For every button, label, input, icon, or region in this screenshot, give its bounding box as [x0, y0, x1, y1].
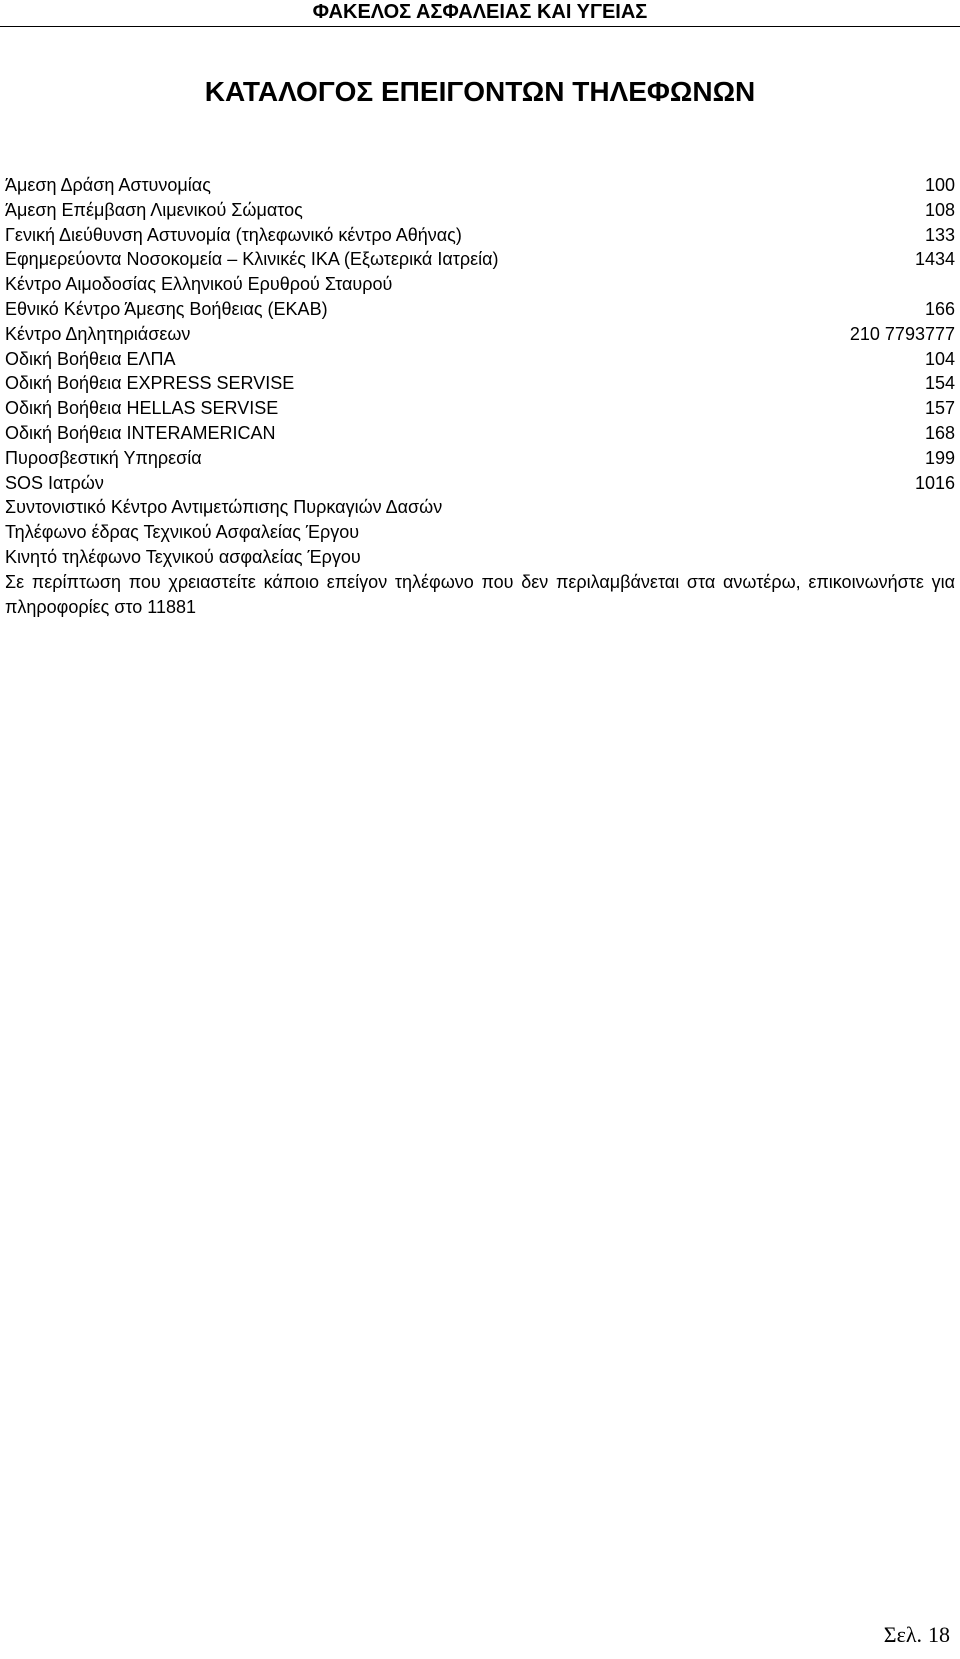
phone-entry: [5, 545, 955, 570]
page-number-label: Σελ.: [883, 1622, 922, 1647]
phone-entry-name: Τηλέφωνο έδρας Τεχνικού Ασφαλείας Έργου: [5, 522, 360, 543]
phone-entry-name: Κέντρο Αιμοδοσίας Ελληνικού Ερυθρού Σταυρού: [5, 274, 393, 295]
phone-entry-number: 133: [924, 224, 955, 245]
phone-entry: [5, 396, 955, 421]
phone-entry-number: 157: [924, 398, 955, 419]
phone-entry: [5, 173, 955, 198]
phone-entry-name: Οδική Βοήθεια ΕΛΠΑ: [5, 348, 176, 369]
phone-entry-name: Πυροσβεστική Υπηρεσία: [5, 447, 202, 468]
phone-entry-name: Εφημερεύοντα Νοσοκομεία – Κλινικές ΙΚΑ (Εξωτερικά Ιατρεία): [5, 249, 499, 270]
phone-entry-name: Οδική Βοήθεια EXPRESS SERVISE: [5, 373, 295, 394]
document-title: ΚΑΤΑΛΟΓΟΣ ΕΠΕΙΓΟΝΤΩΝ ΤΗΛΕΦΩΝΩΝ: [204, 76, 756, 107]
phone-entry-number: 199: [924, 447, 955, 468]
emergency-phone-list: [5, 173, 955, 570]
phone-entry: [5, 371, 955, 396]
phone-entry: [5, 471, 955, 496]
phone-entry-name: Κέντρο Δηλητηριάσεων: [5, 323, 191, 344]
phone-entry-number: 166: [924, 298, 955, 319]
phone-entry-number: 1016: [914, 472, 955, 493]
phone-entry: [5, 495, 955, 520]
phone-entry-name: Άμεση Δράση Αστυνομίας: [5, 175, 211, 195]
phone-entry-number: [943, 545, 955, 570]
phone-entry-name: Οδική Βοήθεια INTERAMERICAN: [5, 422, 276, 443]
phone-entry: [5, 347, 955, 372]
phone-entry: [5, 322, 955, 347]
phone-entry-number: 100: [924, 175, 955, 195]
phone-entry-name: SOS Ιατρών: [5, 472, 104, 493]
running-header: ΦΑΚΕΛΟΣ ΑΣΦΑΛΕΙΑΣ ΚΑΙ ΥΓΕΙΑΣ: [312, 1, 648, 23]
phone-entry: [5, 421, 955, 446]
phone-entry-name: Κινητό τηλέφωνο Τεχνικού ασφαλείας Έργου: [5, 546, 361, 567]
phone-entry-name: Γενική Διεύθυνση Αστυνομία (τηλεφωνικό κέντρο Αθήνας): [5, 224, 462, 245]
phone-entry-number: 104: [924, 348, 955, 369]
phone-entry-name: Άμεση Επέμβαση Λιμενικού Σώματος: [5, 199, 303, 220]
phone-entry: [5, 223, 955, 248]
phone-entry-name: Συντονιστικό Κέντρο Αντιμετώπισης Πυρκαγιών Δασών: [5, 497, 443, 518]
phone-entry: [5, 272, 955, 297]
phone-entry-number: 108: [924, 199, 955, 220]
phone-entry: [5, 446, 955, 471]
phone-entry-number: 154: [924, 373, 955, 394]
phone-entry-name: Εθνικό Κέντρο Άμεσης Βοήθειας (ΕΚΑΒ): [5, 298, 328, 319]
phone-entry-number: 210 7793777: [849, 323, 955, 344]
phone-entry-number: [943, 520, 955, 545]
phone-entry-number: 1434: [914, 249, 955, 270]
phone-entry-number: [943, 495, 955, 520]
phone-entry-name: Οδική Βοήθεια HELLAS SERVISE: [5, 398, 279, 419]
phone-entry: [5, 198, 955, 223]
directory-assistance-note: Σε περίπτωση που χρειαστείτε κάποιο επείγον τηλέφωνο που δεν περιλαμβάνεται στα ανωτέρω, επικοινωνήστε για πληροφορίες στο 11881: [5, 572, 955, 617]
phone-entry: [5, 297, 955, 322]
phone-entry: [5, 520, 955, 545]
phone-entry: [5, 247, 955, 272]
phone-entry-number: 168: [924, 422, 955, 443]
header-divider: [0, 26, 960, 27]
page-number: [884, 1622, 950, 1648]
page-number-value: 18: [928, 1622, 950, 1647]
phone-entry-number: [943, 272, 955, 297]
